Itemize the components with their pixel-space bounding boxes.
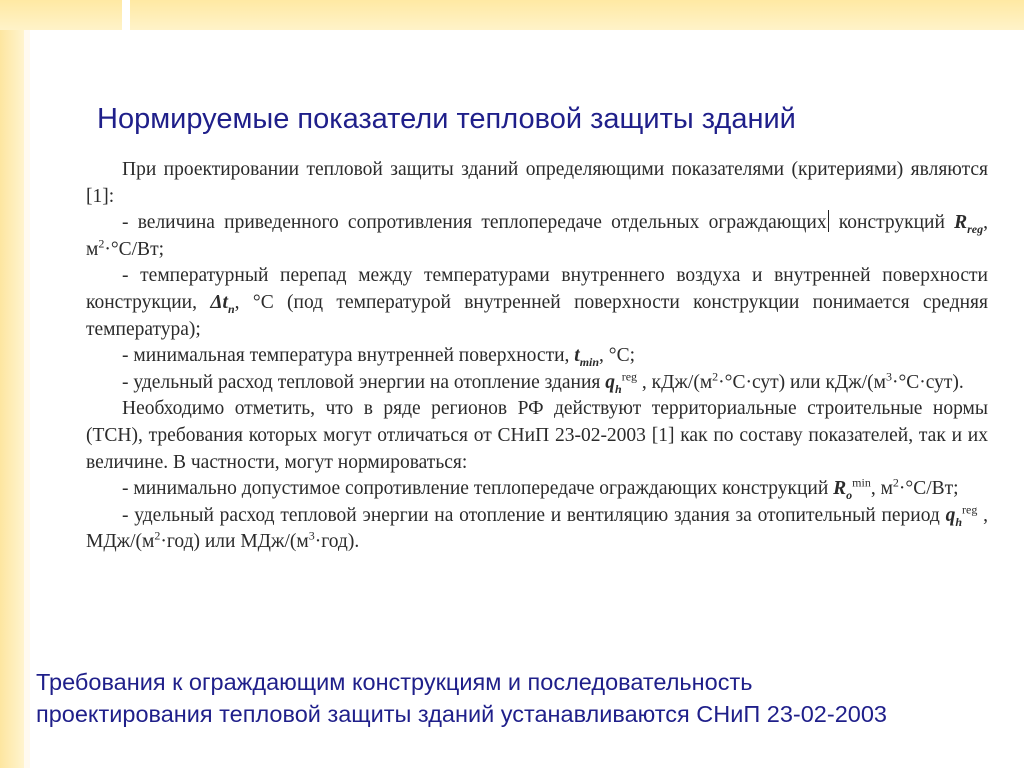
- list-item-heating-ventilation: - удельный расход тепловой энергии на отопление и вентиляцию здания за отопительный период $q_h^{reg}$ , МДж/$(м^2\cdot год)$ или МДж/$(м^3\cdot год)$.: [86, 502, 988, 553]
- list-item-min-resistance: - минимально допустимое сопротивление теплопередаче ограждающих конструкций $R_o^{min}$, $м^2\cdot^\circ С/Вт$;: [122, 475, 959, 503]
- slide-left-band-edge: [24, 30, 30, 768]
- slide-footer-note: [36, 666, 996, 730]
- list-item-heat-consumption: - удельный расход тепловой энергии на отопление здания $q_h^{reg}$ , кДж/$(м^2\cdot^\circ С\cdot сут)$ или кДж/$(м^3\cdot^\circ С\cdot сут)$.: [122, 369, 964, 396]
- slide-top-band: [0, 0, 1024, 30]
- slide-top-band-gap: [122, 0, 130, 30]
- footer-line-1: Требования к ограждающим конструкциям и последовательность: [36, 669, 753, 695]
- paragraph-intro: При проектировании тепловой защиты зданий определяющими показателями (критериями) являются [1]:: [86, 159, 988, 207]
- slide-left-band: [0, 30, 24, 768]
- document-text: [86, 157, 988, 556]
- paragraph-regional-norms: Необходимо отметить, что в ряде регионов РФ действуют территориальные строительные нормы (ТСН), требования которых могут отличаться от СНиП 23-02-2003 [1] как по составу показателей, так и их величине. В частности, могут нормироваться:: [86, 398, 988, 473]
- slide-title: Нормируемые показатели тепловой защиты зданий: [97, 103, 796, 135]
- list-item-temperature-difference: - температурный перепад между температурами внутреннего воздуха и внутренней поверхности конструкции, $\Delta t_n$, °С (под температурой внутренней поверхности конструкции понимается средняя температура);: [86, 265, 988, 340]
- list-item-resistance: - величина приведенного сопротивления теплопередаче отдельных ограждающих конструкций $R_{reg}$, $м^2\cdot^\circ С/Вт$;: [86, 212, 989, 260]
- list-item-min-temperature: - минимальная температура внутренней поверхности, $t_{min}$, °С;: [122, 345, 636, 370]
- footer-line-2: проектирования тепловой защиты зданий устанавливаются СНиП 23-02-2003: [36, 701, 887, 727]
- text-cursor: [828, 210, 829, 232]
